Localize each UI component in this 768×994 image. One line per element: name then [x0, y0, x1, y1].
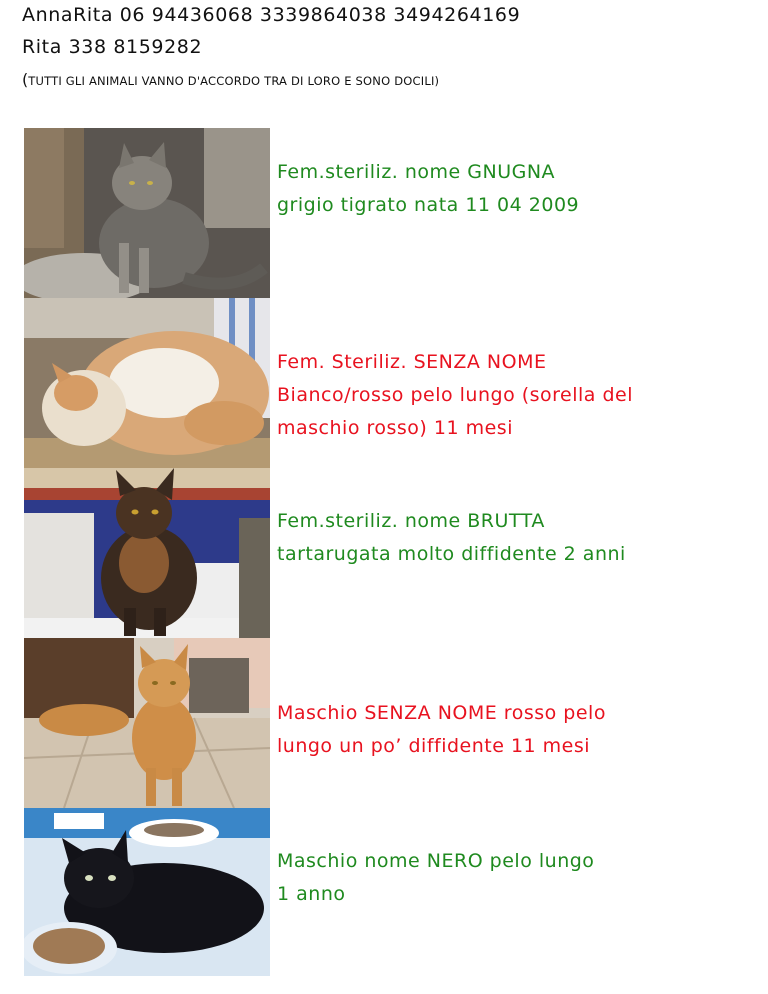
description-line: Fem. Steriliz. SENZA NOME: [277, 351, 547, 373]
description-line: Maschio SENZA NOME rosso pelo: [277, 702, 606, 724]
description-line: tartarugata molto diffidente 2 anni: [277, 543, 626, 565]
cat-description-brutta: [277, 505, 626, 571]
note-text: TUTTI GLI ANIMALI VANNO D'ACCORDO TRA DI LORO E SONO DOCILI): [28, 74, 440, 88]
note-open-paren: (: [22, 70, 29, 89]
cat-photo-gnugna: [24, 128, 270, 298]
description-line: Fem.steriliz. nome BRUTTA: [277, 510, 545, 532]
description-line: Fem.steriliz. nome GNUGNA: [277, 161, 556, 183]
description-line: maschio rosso) 11 mesi: [277, 417, 513, 439]
contact-line-annarita: AnnaRita 06 94436068 3339864038 3494264169: [22, 4, 521, 26]
description-line: lungo un po’ diffidente 11 mesi: [277, 735, 591, 757]
cat-photo-nero: [24, 808, 270, 976]
cat-description-gnugna: [277, 156, 579, 222]
description-line: grigio tigrato nata 11 04 2009: [277, 194, 580, 216]
cat-description-bianco-rosso: [277, 346, 633, 445]
cat-photo-maschio-rosso: [24, 638, 270, 808]
animals-note: [22, 70, 439, 89]
cat-description-nero: [277, 845, 594, 911]
description-line: Bianco/rosso pelo lungo (sorella del: [277, 384, 634, 406]
description-line: Maschio nome NERO pelo lungo: [277, 850, 595, 872]
cat-photo-brutta: [24, 468, 270, 638]
cat-description-maschio-rosso: [277, 697, 606, 763]
description-line: 1 anno: [277, 883, 346, 905]
contact-line-rita: Rita 338 8159282: [22, 36, 203, 58]
cat-photo-bianco-rosso: [24, 298, 270, 468]
